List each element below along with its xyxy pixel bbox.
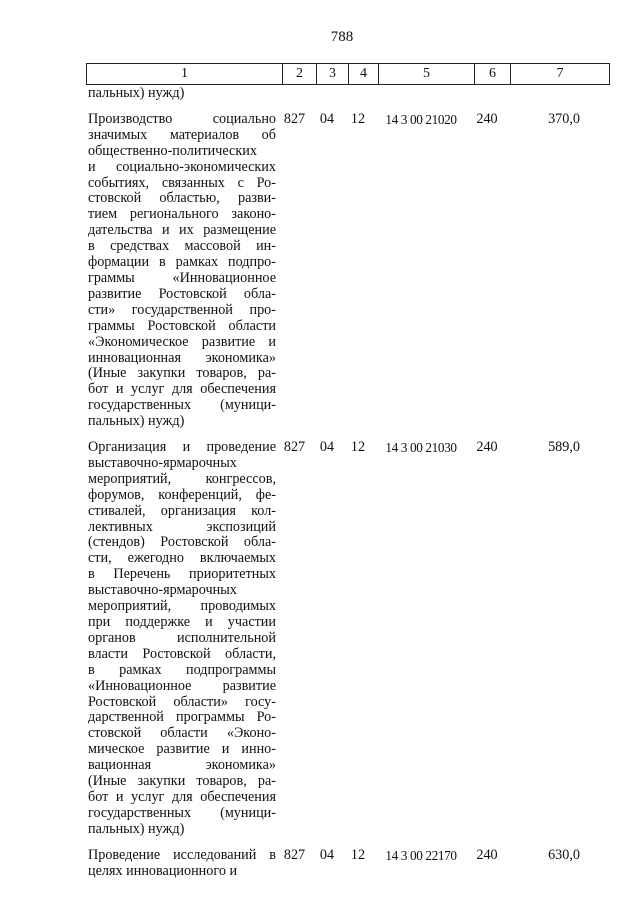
target-article-code: 14 3 00 21020 (385, 111, 457, 127)
text-line: значимых материалов об (88, 126, 276, 143)
text-line: событиях, связанных с Ро- (88, 174, 276, 191)
text-line: Проведение исследований в (88, 846, 276, 863)
column-header-1: 1 (87, 64, 283, 85)
column-header-table (86, 63, 610, 85)
text-line: граммы «Инновационное (88, 269, 276, 286)
column-header-5: 5 (379, 64, 475, 85)
text-line: инновационная экономика» (88, 349, 276, 366)
target-article-code: 14 3 00 21030 (385, 440, 457, 456)
text-line: формации в рамках подпро- (88, 254, 276, 271)
text-line: в средствах массовой ин- (88, 238, 276, 255)
text-line: стовской области «Эконо- (88, 725, 276, 742)
text-line: пальных) нужд) (88, 820, 185, 837)
subsection-code: 12 (350, 110, 366, 127)
text-line: тием регионального законо- (88, 206, 276, 223)
text-line: бот и услуг для обеспечения (88, 381, 276, 398)
table-row (88, 112, 610, 430)
text-line: государственных (муници- (88, 804, 276, 821)
table-row (88, 848, 610, 880)
text-line: мическое развитие и инно- (88, 741, 276, 758)
text-line: мероприятий, проводимых (88, 598, 276, 615)
text-line: (стендов) Ростовской обла- (88, 534, 276, 551)
text-line: граммы Ростовской области (88, 317, 276, 334)
table-row (88, 440, 610, 838)
text-line: целях инновационного и (88, 862, 238, 879)
text-line: (Иные закупки товаров, ра- (88, 365, 276, 382)
text-line: (Иные закупки товаров, ра- (88, 773, 276, 790)
text-line: в Перечень приоритетных (88, 566, 276, 583)
column-header-6: 6 (475, 64, 511, 85)
section-code: 04 (319, 439, 335, 456)
section-code: 04 (319, 110, 335, 127)
row-name (88, 112, 276, 430)
text-line: при поддержке и участии (88, 614, 276, 630)
subsection-code: 12 (350, 846, 366, 863)
text-line: стивалей, организация кол- (88, 502, 276, 519)
amount-value: 630,0 (548, 846, 580, 863)
text-line: форумов, конференций, фе- (88, 486, 276, 503)
ministry-code: 827 (283, 439, 306, 456)
text-line: государственных (муници- (88, 397, 276, 414)
text-line: пальных) нужд) (88, 85, 185, 101)
text-line: в рамках подпрограммы (88, 661, 276, 678)
ministry-code: 827 (283, 846, 306, 863)
text-line: бот и услуг для обеспечения (88, 788, 276, 805)
text-line: «Инновационное развитие (88, 677, 276, 694)
table-body (88, 86, 610, 880)
text-line: выставочно-ярмарочных (88, 454, 237, 471)
text-line: развитие Ростовской обла- (88, 285, 276, 302)
column-header-2: 2 (283, 64, 317, 85)
amount-value: 589,0 (548, 439, 580, 456)
text-line: власти Ростовской области, (88, 645, 276, 662)
continuation-text (88, 86, 276, 102)
text-line: общественно-политических (88, 142, 257, 159)
text-line: дарственной программы Ро- (88, 709, 276, 726)
subsection-code: 12 (350, 439, 366, 456)
text-line: Организация и проведение (88, 439, 276, 456)
text-line: лективных экспозиций (88, 518, 276, 535)
text-line: «Экономическое развитие и (88, 333, 276, 350)
text-line: органов исполнительной (88, 629, 276, 646)
text-line: вационная экономика» (88, 757, 276, 774)
text-line: сти, ежегодно включаемых (88, 550, 276, 567)
column-header-4: 4 (349, 64, 379, 85)
text-line: дательства и их размещение (88, 222, 276, 239)
expense-type-code: 240 (476, 846, 498, 863)
expense-type-code: 240 (476, 110, 498, 127)
row-name (88, 440, 276, 838)
text-line: сти» государственной про- (88, 301, 276, 318)
text-line: выставочно-ярмарочных (88, 582, 237, 599)
page-number: 788 (330, 29, 354, 45)
text-line: пальных) нужд) (88, 413, 185, 430)
column-header-3: 3 (317, 64, 349, 85)
text-line: Ростовской области» госу- (88, 693, 276, 710)
text-line: мероприятий, конгрессов, (88, 470, 276, 487)
continuation-row (88, 86, 610, 102)
ministry-code: 827 (283, 110, 306, 127)
target-article-code: 14 3 00 22170 (385, 847, 457, 863)
section-code: 04 (319, 846, 335, 863)
amount-value: 370,0 (548, 110, 580, 127)
column-header-row (87, 64, 610, 85)
text-line: Производство социально (88, 110, 276, 127)
text-line: стовской областью, разви- (88, 190, 276, 207)
column-header-7: 7 (511, 64, 610, 85)
text-line: и социально-экономических (88, 158, 276, 175)
row-name (88, 848, 276, 880)
expense-type-code: 240 (476, 439, 498, 456)
